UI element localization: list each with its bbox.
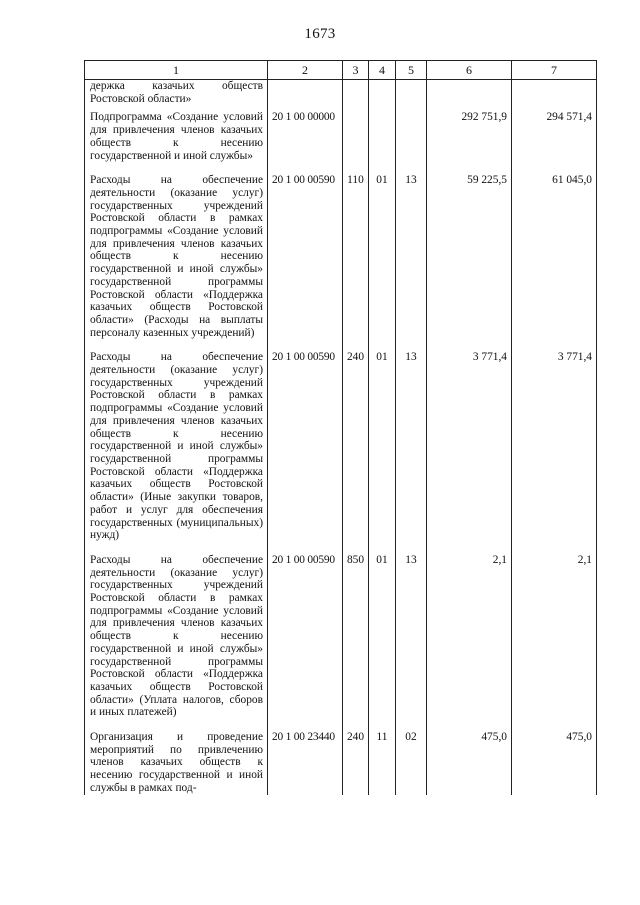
row-rz <box>369 105 396 162</box>
budget-table <box>84 60 597 795</box>
table-row <box>85 162 597 339</box>
row-code <box>268 80 343 106</box>
row-code: 20 1 00 00000 <box>268 105 343 162</box>
header-col-3: 3 <box>343 61 369 80</box>
row-pr: 02 <box>396 719 427 795</box>
row-vr: 110 <box>343 162 369 339</box>
row-pr: 13 <box>396 339 427 542</box>
row-name: Организация и проведение мероприятий по привлечению членов казачьих обществ к несению государственной и иной службы в рамках под- <box>85 719 268 795</box>
row-year1 <box>427 80 512 106</box>
row-vr: 240 <box>343 719 369 795</box>
header-col-5: 5 <box>396 61 427 80</box>
row-vr: 240 <box>343 339 369 542</box>
row-year1: 292 751,9 <box>427 105 512 162</box>
table-row <box>85 719 597 795</box>
row-year2: 475,0 <box>512 719 597 795</box>
row-rz: 11 <box>369 719 396 795</box>
row-year1: 475,0 <box>427 719 512 795</box>
row-vr <box>343 105 369 162</box>
page-number: 1673 <box>304 26 336 42</box>
row-year2: 294 571,4 <box>512 105 597 162</box>
header-col-4: 4 <box>369 61 396 80</box>
row-pr <box>396 105 427 162</box>
row-rz <box>369 80 396 106</box>
row-pr: 13 <box>396 542 427 719</box>
row-name: Подпрограмма «Создание условий для привлечения членов казачьих обществ к несению государственной и иной службы» <box>85 105 268 162</box>
table-row <box>85 105 597 162</box>
header-col-6: 6 <box>427 61 512 80</box>
row-year1: 2,1 <box>427 542 512 719</box>
row-code: 20 1 00 00590 <box>268 162 343 339</box>
row-year2: 3 771,4 <box>512 339 597 542</box>
row-year2 <box>512 80 597 106</box>
row-year2: 61 045,0 <box>512 162 597 339</box>
row-rz: 01 <box>369 162 396 339</box>
row-year2: 2,1 <box>512 542 597 719</box>
row-code: 20 1 00 00590 <box>268 339 343 542</box>
row-pr <box>396 80 427 106</box>
row-name: Расходы на обеспечение деятельности (оказание услуг) государственных учреждений Ростовской области в рамках подпрограммы «Создание условий для привлечения членов казачьих обществ к несению государственной и иной службы» государственной программы Ростовской области «Поддержка казачьих обществ Ростовской области» (Иные закупки товаров, работ и услуг для обеспечения государственных (муниципальных) нужд) <box>85 339 268 542</box>
row-name: Расходы на обеспечение деятельности (оказание услуг) государственных учреждений Ростовской области в рамках подпрограммы «Создание условий для привлечения членов казачьих обществ к несению государственной и иной службы» государственной программы Ростовской области «Поддержка казачьих обществ Ростовской области» (Уплата налогов, сборов и иных платежей) <box>85 542 268 719</box>
table-row <box>85 80 597 106</box>
row-code: 20 1 00 00590 <box>268 542 343 719</box>
row-vr: 850 <box>343 542 369 719</box>
row-year1: 59 225,5 <box>427 162 512 339</box>
table-row <box>85 339 597 542</box>
row-code: 20 1 00 23440 <box>268 719 343 795</box>
row-pr: 13 <box>396 162 427 339</box>
header-col-7: 7 <box>512 61 597 80</box>
row-name: Расходы на обеспечение деятельности (оказание услуг) государственных учреждений Ростовской области в рамках подпрограммы «Создание условий для привлечения членов казачьих обществ к несению государственной и иной службы» государственной программы Ростовской области «Поддержка казачьих обществ Ростовской области» (Расходы на выплаты персоналу казенных учреждений) <box>85 162 268 339</box>
table-row <box>85 542 597 719</box>
row-rz: 01 <box>369 542 396 719</box>
header-col-1: 1 <box>85 61 268 80</box>
row-vr <box>343 80 369 106</box>
header-col-2: 2 <box>268 61 343 80</box>
row-rz: 01 <box>369 339 396 542</box>
row-year1: 3 771,4 <box>427 339 512 542</box>
table-header-row <box>85 61 597 80</box>
row-name: держка казачьих обществ Ростовской области» <box>85 80 268 106</box>
